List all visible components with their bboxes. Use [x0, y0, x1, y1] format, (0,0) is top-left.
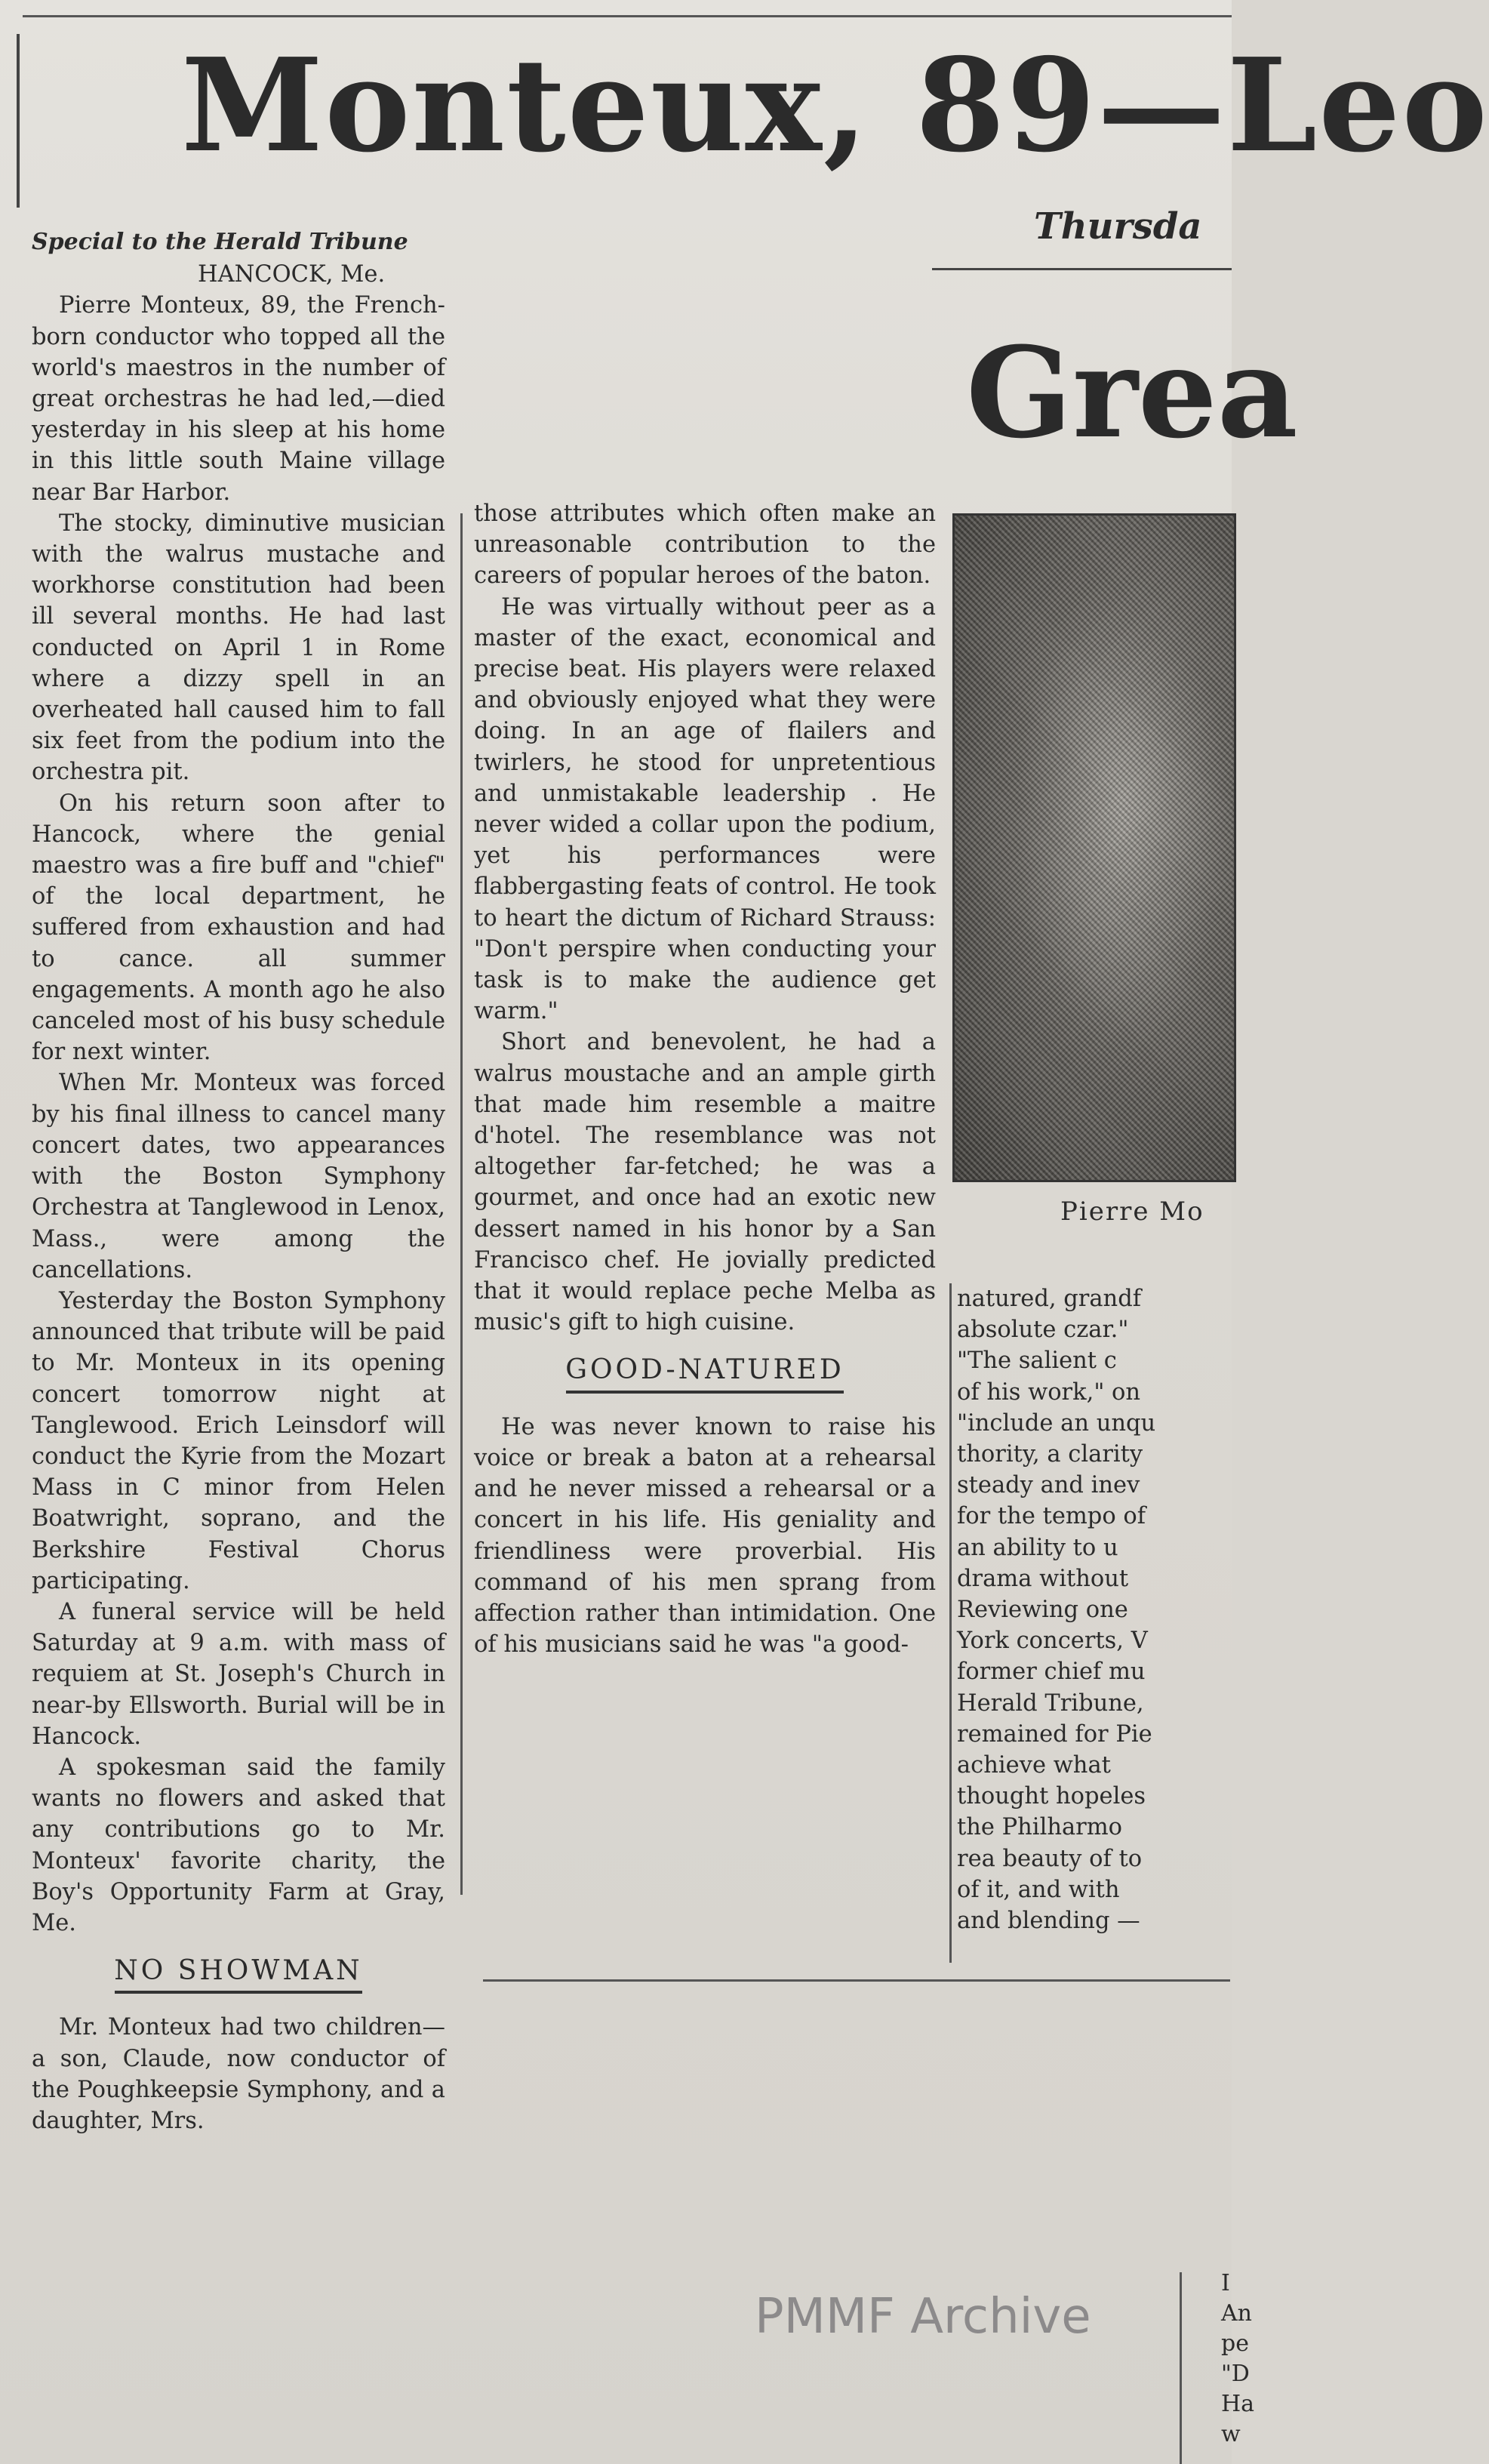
paragraph: A spokesman said the family wants no flowers and asked that any contributions go to Mr. Monteux' favorite charity, the Boy's Opportunity Farm at Gray, Me. [32, 1754, 445, 1936]
paragraph: Pierre Monteux, 89, the French-born conductor who topped all the world's maestros in the number of great orchestras he had led,—died yesterday in his sleep at his home in this little south Maine village near Bar Harbor. [32, 292, 445, 506]
line: rea beauty of to [957, 1845, 1143, 1872]
line: of it, and with [957, 1876, 1120, 1903]
paragraph: He was virtually without peer as a master of the exact, economical and precise beat. His players were relaxed and obviously enjoyed what they were doing. In an age of flailers and twirlers, he stood for unpretentious and unmistakable leadership . He never wided a collar upon the podium, yet his performances were flabbergasting feats of control. He took to heart the dictum of Richard Strauss: "Don't perspire when conducting your task is to make the audience get warm." [474, 593, 936, 1025]
line: the Philharmo [957, 1814, 1123, 1841]
line: Herald Tribune, [957, 1689, 1144, 1717]
line: drama without [957, 1565, 1129, 1592]
line: pe [1221, 2330, 1249, 2357]
paragraph: A funeral service will be held Saturday at 9 a.m. with mass of requiem at St. Joseph's Church in near-by Ellsworth. Burial will be in Hancock. [32, 1598, 445, 1750]
line: "D [1221, 2361, 1250, 2387]
paragraph: On his return soon after to Hancock, where the genial maestro was a fire buff and "chief" of the local department, he suffered from exhaustion and had to cance. all summer engagements. A month ago he also canceled most of his busy schedule for next winter. [32, 790, 445, 1066]
line: absolute czar." [957, 1317, 1129, 1344]
archive-watermark: PMMF Archive [755, 2289, 1091, 2345]
line: of his work," on [957, 1378, 1141, 1406]
top-rule [23, 15, 1232, 17]
paragraph: Short and benevolent, he had a walrus moustache and an ample girth that made him resemble a maitre d'hotel. The resemblance was not altogether far-fetched; he was a gourmet, and once had an exotic new dessert named in his honor by a San Francisco chef. He jovially predicted that it would replace peche Melba as music's gift to high cuisine. [474, 1029, 936, 1336]
line: Ha [1221, 2391, 1255, 2417]
column-rule [1180, 2272, 1182, 2464]
left-edge-rule [17, 34, 20, 208]
article-column-2 [474, 498, 936, 1660]
column-rule [949, 1283, 952, 1963]
headline: Monteux, 89—Leo [181, 30, 1489, 181]
column-rule [460, 513, 463, 1895]
subhead-no-showman: NO SHOWMAN [32, 1955, 445, 1994]
article-column-3 [957, 1283, 1232, 1936]
dateline-place: HANCOCK, Me. [198, 261, 386, 288]
paragraph: those attributes which often make an unreasonable contribution to the careers of popular heroes of the baton. [474, 500, 936, 590]
line: remained for Pie [957, 1720, 1152, 1748]
date-rule [932, 268, 1232, 270]
subhead-good-natured: GOOD-NATURED [474, 1354, 936, 1393]
line: achieve what [957, 1752, 1111, 1779]
paragraph: Yesterday the Boston Symphony announced that tribute will be paid to Mr. Monteux in its opening concert tomorrow night at Tanglewood. Erich Leinsdorf will conduct the Kyrie from the Mozart Mass in C minor from Helen Boatwright, soprano, and the Berkshire Festival Chorus participating. [32, 1287, 445, 1594]
line: "The salient c [957, 1348, 1117, 1375]
photo-caption: Pierre Mo [1060, 1197, 1204, 1227]
section-rule [483, 1979, 1230, 1982]
paragraph: Mr. Monteux had two children—a son, Claude, now conductor of the Poughkeepsie Symphony, and a daughter, Mrs. [32, 2014, 445, 2134]
line: and blending — [957, 1908, 1140, 1935]
line: w [1221, 2421, 1241, 2447]
line: an ability to u [957, 1534, 1118, 1561]
line: natured, grandf [957, 1286, 1142, 1312]
line: Reviewing one [957, 1597, 1128, 1624]
article-column-4 [1221, 2268, 1255, 2464]
line: former chief mu [957, 1659, 1146, 1686]
date-partial: Thursda [1034, 205, 1202, 248]
headline-right: Grea [966, 319, 1298, 466]
line: steady and inev [957, 1472, 1140, 1499]
line: for the tempo of [957, 1503, 1146, 1530]
line: York concerts, V [957, 1628, 1148, 1655]
portrait-photo [952, 513, 1236, 1182]
paragraph: The stocky, diminutive musician with the walrus mustache and workhorse constitution had been ill several months. He had last conducted on April 1 in Rome where a dizzy spell in an overheated hall caused him to fall six feet from the podium into the orchestra pit. [32, 510, 445, 786]
paragraph: He was never known to raise his voice or break a baton at a rehearsal and he never missed a rehearsal or a concert in his life. His geniality and friendliness were proverbial. His command of his men sprang from affection rather than intimidation. One of his musicians said he was "a good- [474, 1413, 936, 1659]
paragraph: When Mr. Monteux was forced by his final illness to cancel many concert dates, two appearances with the Boston Symphony Orchestra at Tanglewood in Lenox, Mass., were among the cancellations. [32, 1070, 445, 1283]
line: "include an unqu [957, 1409, 1156, 1437]
line: I [1221, 2270, 1230, 2296]
article-column-1 [32, 226, 445, 2136]
byline: Special to the Herald Tribune [32, 229, 408, 255]
line: An [1221, 2300, 1252, 2327]
line: thought hopeles [957, 1783, 1146, 1810]
line: thority, a clarity [957, 1441, 1143, 1468]
